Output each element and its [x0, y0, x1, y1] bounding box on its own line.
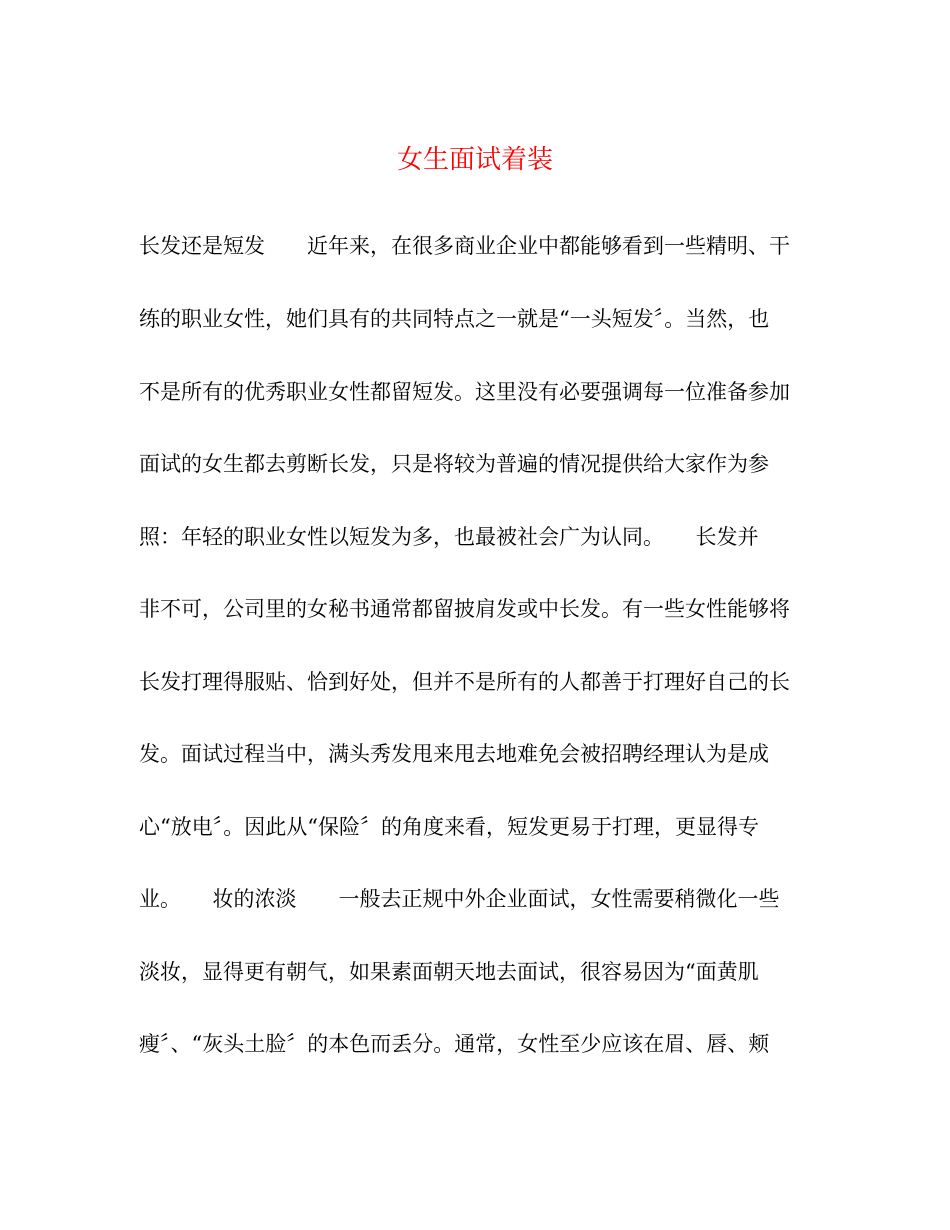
paragraph-line: 瘦〞、“灰头土脸〞的本色而丢分。通常，女性至少应该在眉、唇、颊: [139, 1032, 770, 1056]
paragraph-line: 淡妆，显得更有朝气，如果素面朝天地去面试，很容易因为“面黄肌: [139, 960, 759, 984]
paragraph-line: 非不可，公司里的女秘书通常都留披肩发或中长发。有一些女性能够将: [139, 597, 790, 621]
paragraph-line: 不是所有的优秀职业女性都留短发。这里没有必要强调每一位准备参加: [139, 380, 790, 404]
paragraph-line: 面试的女生都去剪断长发，只是将较为普遍的情况提供给大家作为参: [139, 452, 769, 476]
document-title: 女生面试着装: [396, 145, 553, 175]
paragraph-line: 练的职业女性，她们具有的共同特点之一就是“一头短发〞。当然，也: [139, 307, 770, 331]
paragraph-line: 照：年轻的职业女性以短发为多，也最被社会广为认同。 长发并: [139, 525, 759, 549]
paragraph-line: 长发打理得服贴、恰到好处，但并不是所有的人都善于打理好自己的长: [139, 670, 790, 694]
paragraph-line: 长发还是短发 近年来，在很多商业企业中都能够看到一些精明、干: [139, 234, 790, 258]
paragraph-line: 心“放电〞。因此从“保险〞的角度来看，短发更易于打理，更显得专: [139, 815, 759, 839]
paragraph-line: 业。 妆的浓淡 一般去正规中外企业面试，女性需要稍微化一些: [139, 887, 780, 911]
paragraph-line: 发。面试过程当中，满头秀发甩来甩去地难免会被招聘经理认为是成: [139, 742, 769, 766]
